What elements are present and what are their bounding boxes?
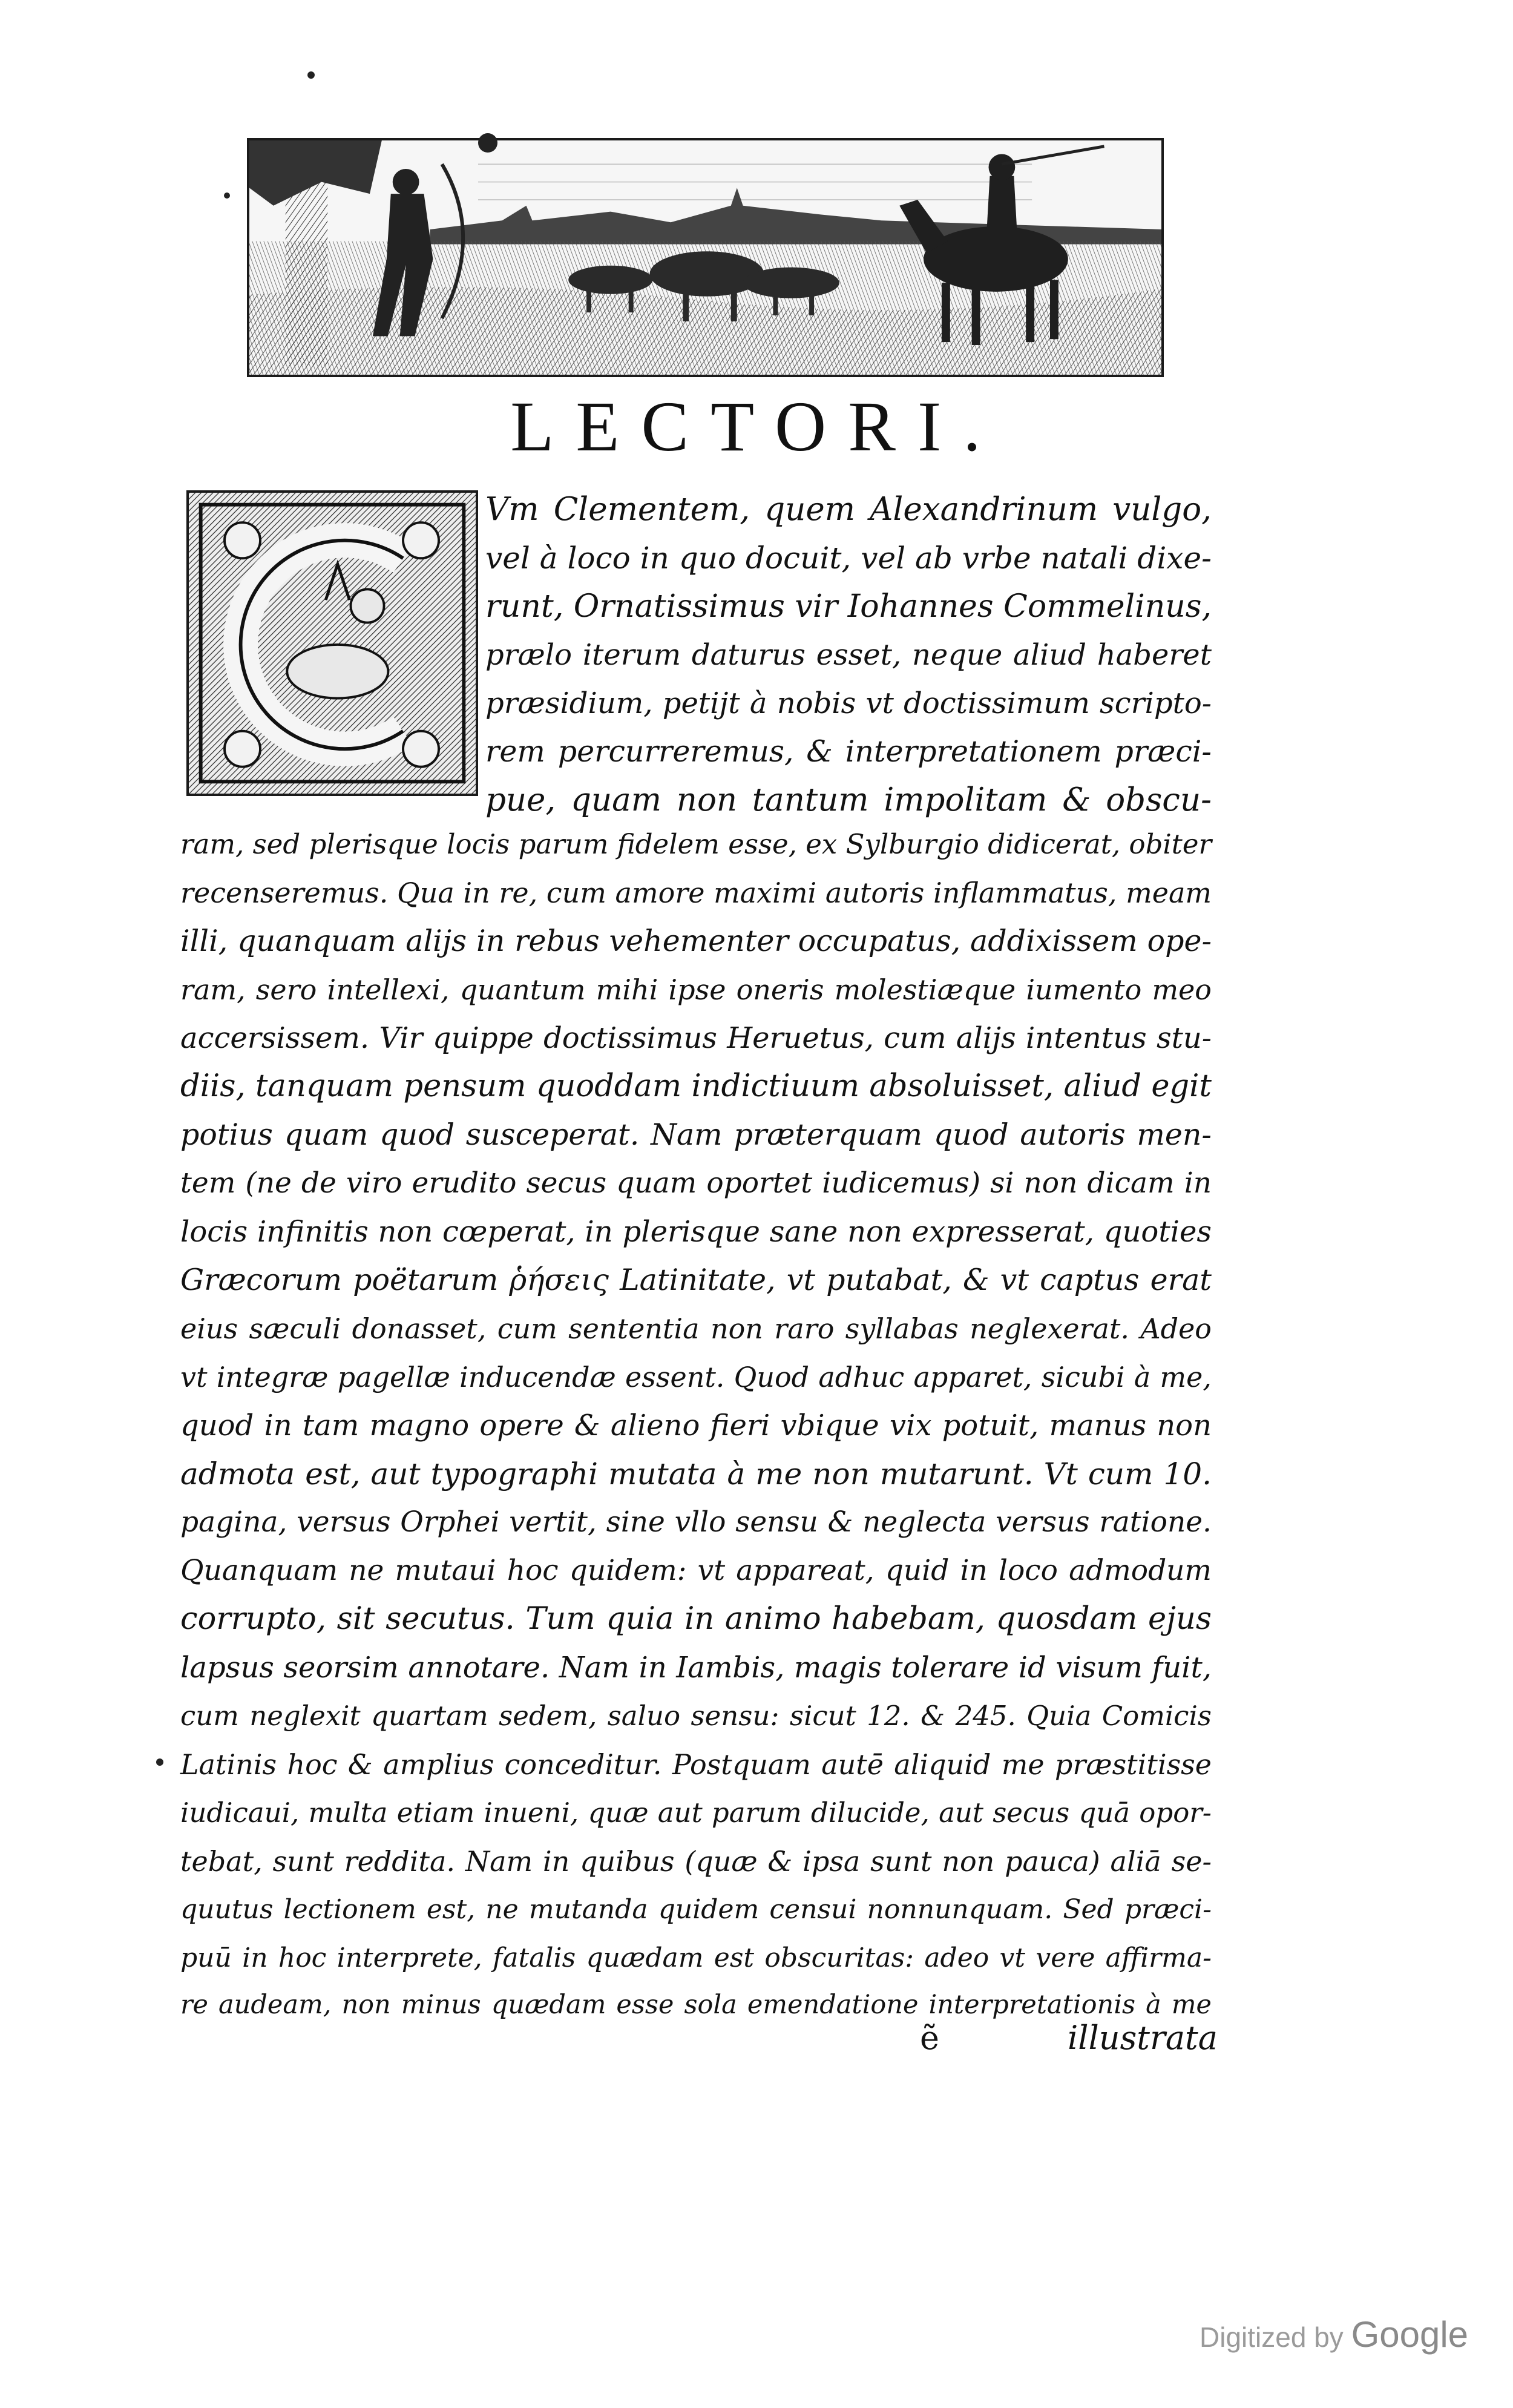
watermark-prefix: Digitized by — [1200, 2321, 1351, 2353]
text-line: vel à loco in quo docuit, vel ab vrbe natali dixe- — [485, 541, 1212, 576]
text-line: Latinis hoc & amplius conceditur. Postquam autē aliquid me præstitisse — [180, 1748, 1212, 1781]
woodcut-headpiece — [247, 138, 1164, 377]
text-line: Vm Clementem, quem Alexandrinum vulgo, — [485, 491, 1212, 528]
text-line: Græcorum poëtarum ῥήσεις Latinitate, vt putabat, & vt captus erat — [180, 1263, 1212, 1297]
text-line: re audeam, non minus quædam esse sola emendatione interpretationis à me — [180, 1990, 1212, 2020]
text-line: recenseremus. Qua in re, cum amore maximi autoris inflammatus, meam — [180, 877, 1212, 909]
scan-speck — [156, 1758, 163, 1766]
text-line: ram, sero intellexi, quantum mihi ipse oneris molestiæque iumento meo — [180, 973, 1212, 1006]
text-line: accersissem. Vir quippe doctissimus Heruetus, cum alijs intentus stu- — [180, 1021, 1212, 1055]
text-line: prælo iterum daturus esset, neque aliud haberet — [485, 638, 1212, 672]
text-line: præsidium, petijt à nobis vt doctissimum scripto- — [485, 686, 1212, 720]
text-line: quutus lectionem est, ne mutanda quidem censui nonnunquam. Sed præci- — [180, 1894, 1212, 1925]
catchword: illustrata — [1068, 2019, 1218, 2057]
text-line: admota est, aut typographi mutata à me non mutarunt. Vt cum 10. — [180, 1456, 1212, 1492]
text-line: quod in tam magno opere & alieno fieri vbique vix potuit, manus non — [180, 1409, 1212, 1442]
text-line: potius quam quod susceperat. Nam præterquam quod autoris men- — [180, 1117, 1212, 1152]
text-line: cum neglexit quartam sedem, saluo sensu: sicut 12. & 245. Quia Comicis — [180, 1700, 1212, 1732]
text-line: runt, Ornatissimus vir Iohannes Commelinus, — [485, 588, 1212, 625]
text-line: vt integræ pagellæ inducendæ essent. Quod adhuc apparet, sicubi à me, — [180, 1361, 1212, 1393]
digitized-watermark — [1200, 2314, 1468, 2355]
text-line: rem percurreremus, & interpretationem præci- — [485, 734, 1212, 769]
text-line: corrupto, sit secutus. Tum quia in animo habebam, quosdam ejus — [180, 1601, 1212, 1637]
scan-speck — [307, 71, 315, 79]
scan-speck — [224, 192, 230, 199]
text-line: Quanquam ne mutaui hoc quidem: vt appareat, quid in loco admodum — [180, 1554, 1212, 1587]
scan-speck — [478, 133, 497, 153]
text-line: pue, quam non tantum impolitam & obscu- — [485, 781, 1212, 818]
text-line: iudicaui, multa etiam inueni, quæ aut parum dilucide, aut secus quā opor- — [180, 1797, 1212, 1829]
signature-mark: ẽ — [920, 2019, 939, 2057]
decorated-initial-c — [186, 490, 478, 796]
text-line: eius sæculi donasset, cum sententia non raro syllabas neglexerat. Adeo — [180, 1312, 1212, 1345]
text-line: ram, sed plerisque locis parum fidelem esse, ex Sylburgio didicerat, obiter — [180, 828, 1212, 860]
text-line: tem (ne de viro erudito secus quam oportet iudicemus) si non dicam in — [180, 1166, 1212, 1200]
text-line: locis infinitis non cœperat, in plerisque sane non expresserat, quoties — [180, 1215, 1212, 1249]
watermark-brand: Google — [1351, 2314, 1469, 2355]
text-line: diis, tanquam pensum quoddam indictiuum absoluisset, aliud egit — [180, 1068, 1212, 1104]
text-line: puū in hoc interprete, fatalis quædam est obscuritas: adeo vt vere affirma- — [180, 1943, 1212, 1973]
page-title: LECTORI. — [510, 387, 1003, 466]
text-line: lapsus seorsim annotare. Nam in Iambis, magis tolerare id visum fuit, — [180, 1651, 1212, 1685]
text-line: pagina, versus Orphei vertit, sine vllo sensu & neglecta versus ratione. — [180, 1505, 1212, 1539]
text-line: illi, quanquam alijs in rebus vehementer occupatus, addixissem ope- — [180, 924, 1212, 958]
text-line: tebat, sunt reddita. Nam in quibus (quæ & ipsa sunt non pauca) aliā se- — [180, 1845, 1212, 1878]
